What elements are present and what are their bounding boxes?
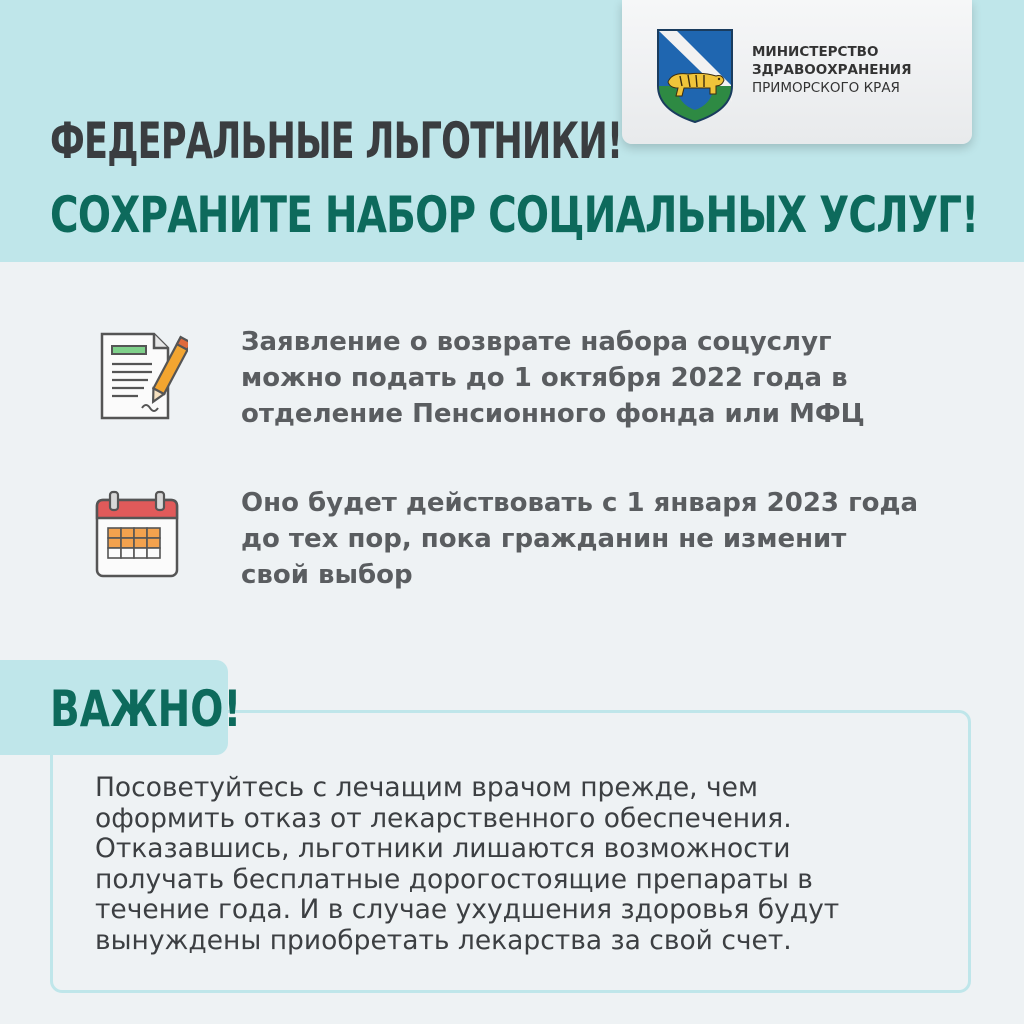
ministry-logo-card	[622, 0, 972, 144]
document-pen-icon	[98, 330, 188, 422]
ministry-line2: ЗДРАВООХРАНЕНИЯ	[752, 62, 912, 78]
info-line: отделение Пенсионного фонда или МФЦ	[241, 399, 865, 429]
info-line: можно подать до 1 октября 2022 года в	[241, 363, 848, 393]
warning-line: оформить отказ от лекарственного обеспечения.	[95, 802, 792, 834]
info-line: Оно будет действовать с 1 января 2023 года	[241, 488, 919, 518]
ministry-line3: ПРИМОРСКОГО КРАЯ	[752, 80, 900, 96]
info-line: свой выбор	[241, 560, 413, 590]
warning-line: Посоветуйтесь с лечащим врачом прежде, чем	[95, 772, 758, 803]
ministry-name	[752, 43, 962, 97]
warning-line: получать бесплатные дорогостоящие препараты в	[95, 863, 813, 895]
coat-of-arms-icon	[656, 28, 734, 124]
info-item-validity	[241, 485, 981, 593]
important-label: ВАЖНО!	[50, 680, 242, 738]
info-line: Заявление о возврате набора соцуслуг	[241, 327, 832, 357]
warning-line: течение года. И в случае ухудшения здоровья будут	[95, 894, 840, 925]
warning-line: вынуждены приобретать лекарства за свой счет.	[95, 924, 792, 956]
ministry-line1: МИНИСТЕРСТВО	[752, 44, 879, 60]
warning-line: Отказавшись, льготники лишаются возможности	[95, 833, 791, 864]
calendar-icon	[94, 490, 180, 580]
headline: ФЕДЕРАЛЬНЫЕ ЛЬГОТНИКИ!	[50, 112, 623, 170]
subheadline: СОХРАНИТЕ НАБОР СОЦИАЛЬНЫХ УСЛУГ!	[50, 186, 979, 244]
info-line: до тех пор, пока гражданин не изменит	[241, 524, 847, 554]
info-item-deadline	[241, 324, 981, 432]
important-text	[95, 773, 955, 956]
